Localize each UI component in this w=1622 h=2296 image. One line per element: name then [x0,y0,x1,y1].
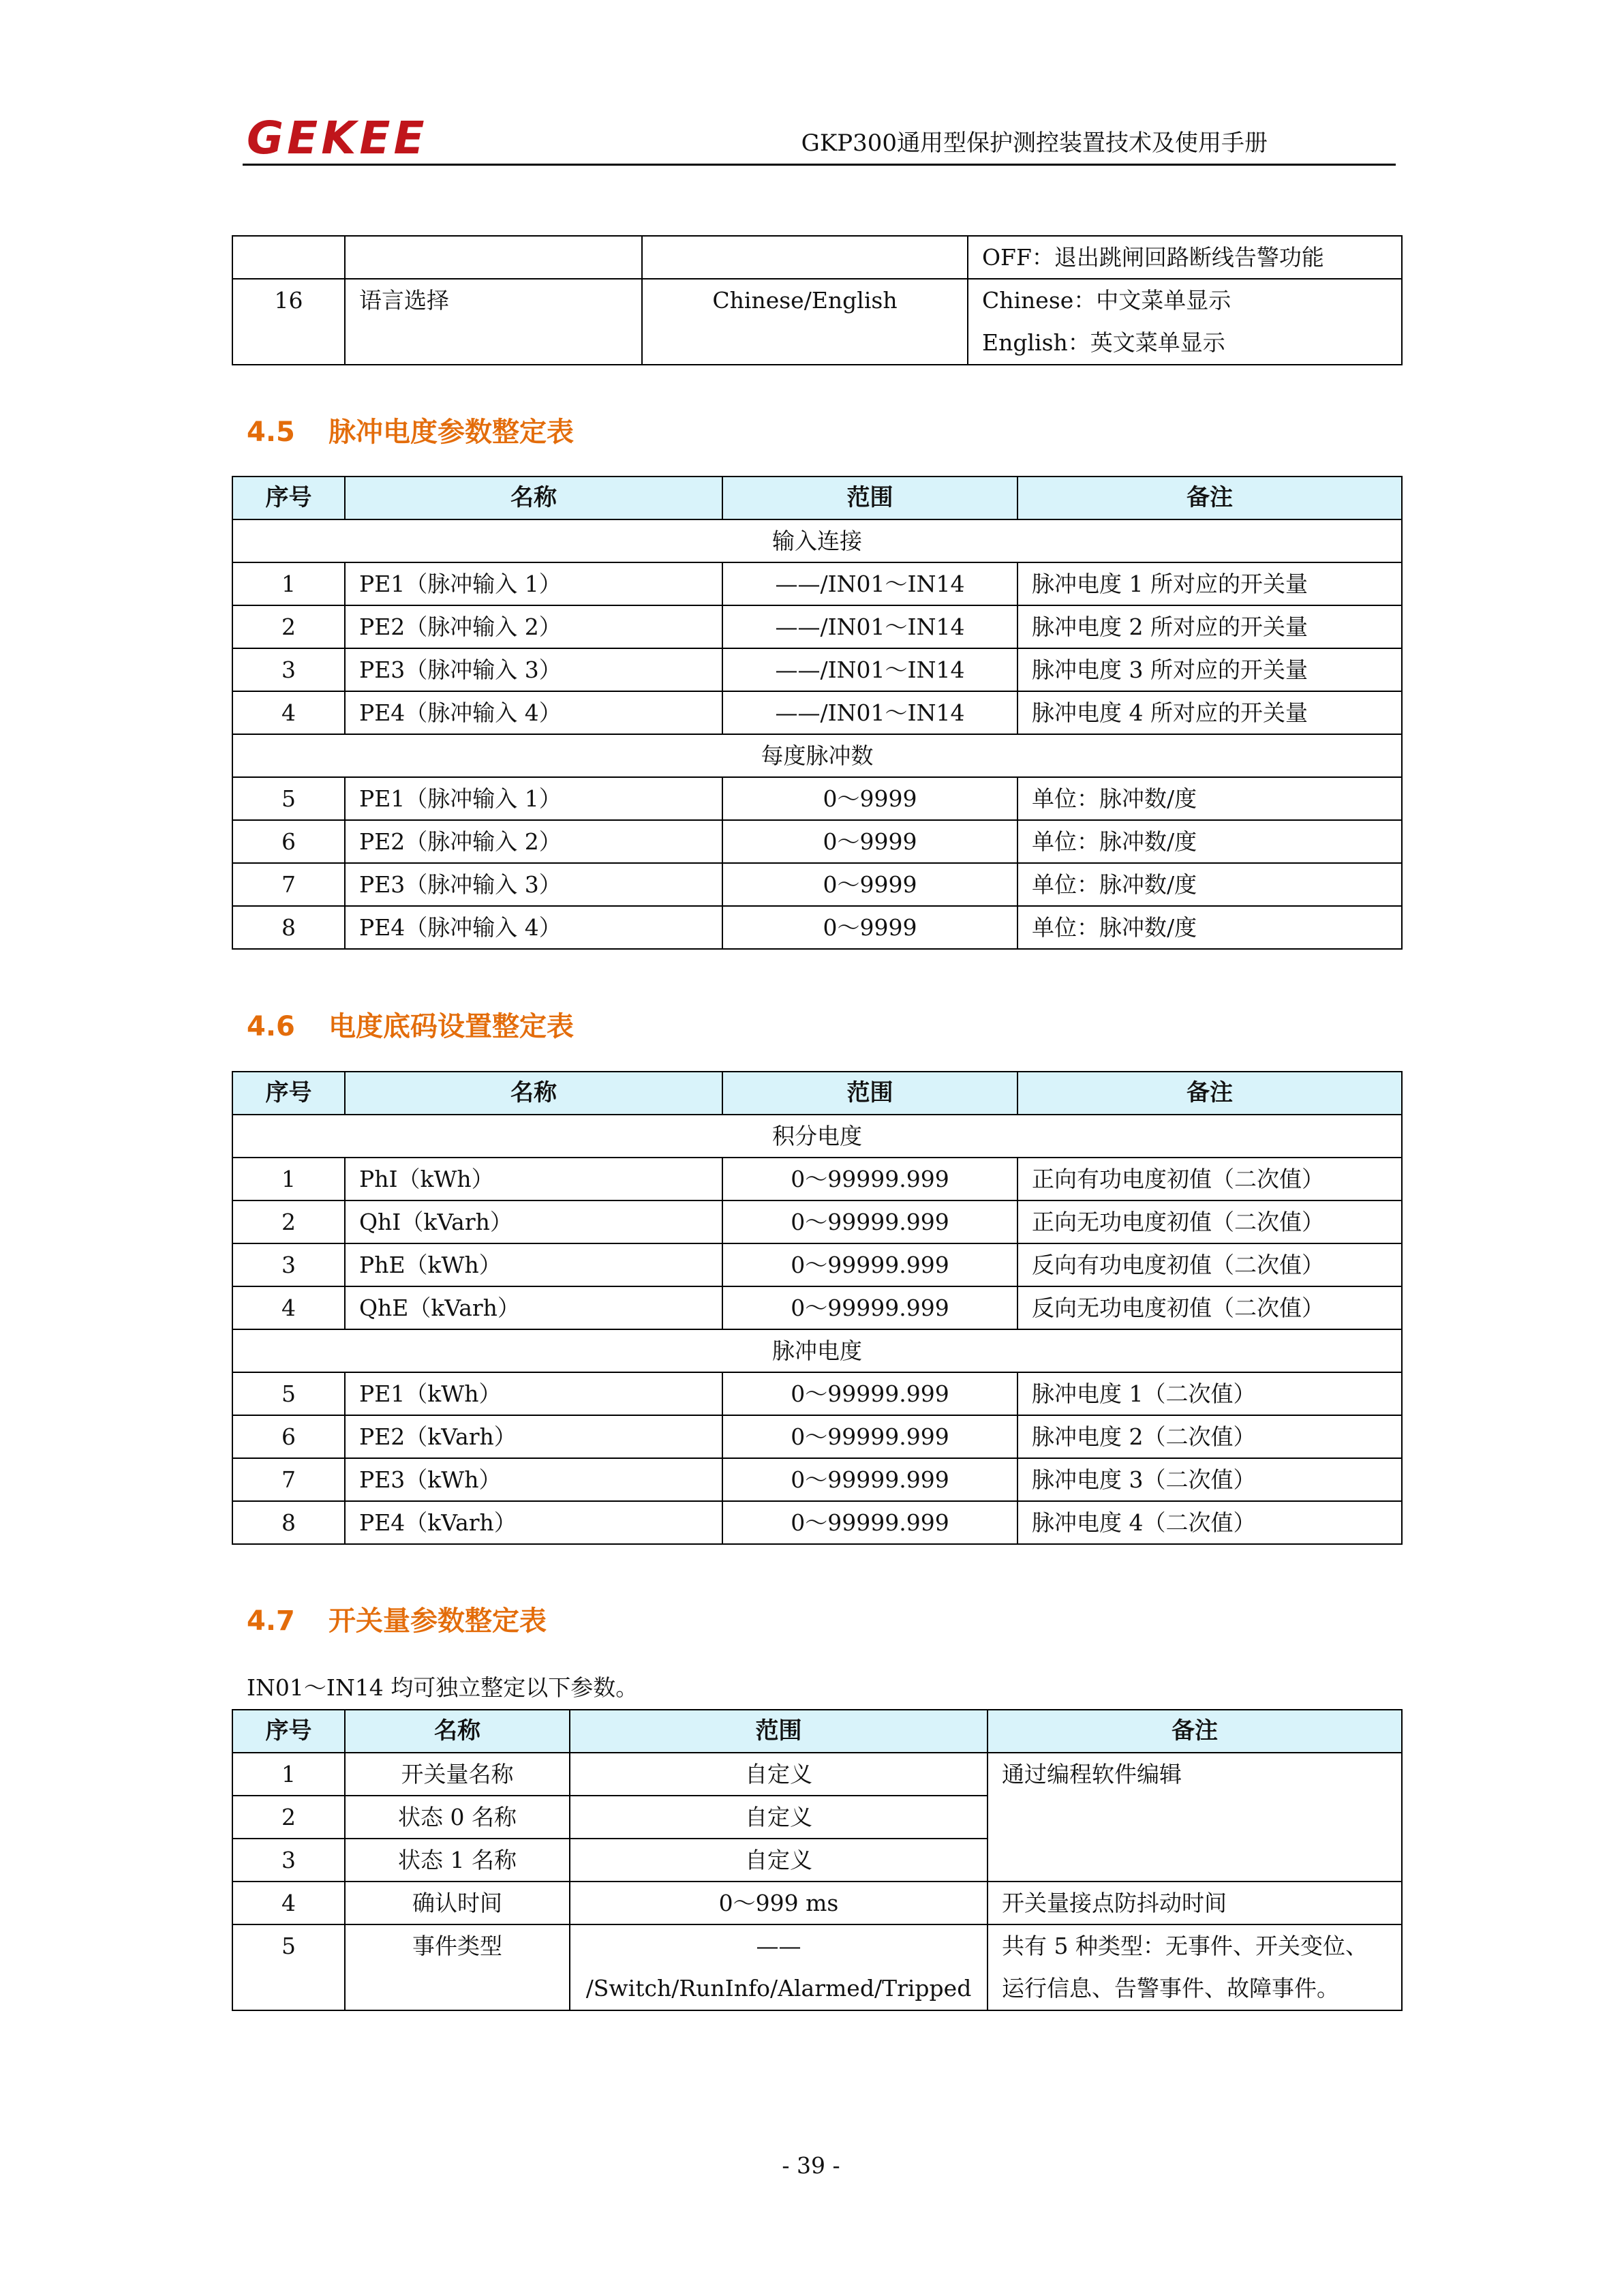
table-row [232,279,1402,365]
table-cell: 5 [232,1924,345,2010]
table-row [232,1200,1402,1243]
table-cell: 脉冲电度 2（二次值） [1017,1415,1402,1458]
table-cell: PE2（kVarh） [345,1415,722,1458]
table-row [232,691,1402,734]
table-cell: 开关量接点防抖动时间 [988,1882,1402,1924]
table-row [232,1882,1402,1924]
table-cell: PE4（脉冲输入 4） [345,906,722,949]
table-header-row [232,1072,1402,1115]
column-header: 序号 [232,1710,345,1753]
table-cell: 脉冲电度 1（二次值） [1017,1372,1402,1415]
table-cell: OFF：退出跳闸回路断线告警功能 [968,236,1402,279]
table-cell: 自定义 [570,1796,988,1839]
table-cell: 2 [232,1200,345,1243]
settings-table-continued [232,235,1403,365]
document-title: GKP300通用型保护测控装置技术及使用手册 [801,130,1268,157]
table-cell: 单位：脉冲数/度 [1017,906,1402,949]
section-title: 脉冲电度参数整定表 [328,417,574,448]
table-cell: 0～99999.999 [722,1501,1017,1544]
table-row [232,777,1402,820]
table-cell: QhI（kVarh） [345,1200,722,1243]
column-header: 范围 [722,477,1017,519]
energy-base-table [232,1071,1403,1545]
table-cell: 单位：脉冲数/度 [1017,820,1402,863]
table-cell: PhI（kWh） [345,1158,722,1200]
table-cell: 语言选择 [345,279,642,365]
table-row [232,236,1402,279]
note-line: Chinese：中文菜单显示 [982,287,1231,314]
table-cell: 开关量名称 [345,1753,570,1796]
header-divider [243,164,1396,166]
range-line: —— [756,1933,801,1959]
column-header: 名称 [345,477,722,519]
table-cell: 3 [232,1839,345,1882]
table-cell: PE1（kWh） [345,1372,722,1415]
table-cell: 脉冲电度 2 所对应的开关量 [1017,605,1402,648]
section-title: 电度底码设置整定表 [328,1011,574,1042]
table-cell: 正向有功电度初值（二次值） [1017,1158,1402,1200]
table-cell: 确认时间 [345,1882,570,1924]
table-cell: PhE（kWh） [345,1243,722,1286]
table-cell: 状态 0 名称 [345,1796,570,1839]
switch-input-table [232,1709,1403,2011]
table-cell: PE2（脉冲输入 2） [345,605,722,648]
table-row [232,1458,1402,1501]
section-intro-text: IN01～IN14 均可独立整定以下参数。 [247,1674,639,1701]
section-heading-4-6 [247,1009,574,1044]
table-cell: 脉冲电度 1 所对应的开关量 [1017,562,1402,605]
table-row [232,1286,1402,1329]
table-cell: 6 [232,820,345,863]
table-cell: 单位：脉冲数/度 [1017,863,1402,906]
table-cell [988,1924,1402,2010]
gekee-logo: GEKEE [247,112,428,164]
section-heading-4-7 [247,1603,547,1639]
table-cell: 0～9999 [722,906,1017,949]
group-label: 脉冲电度 [232,1329,1402,1372]
group-row [232,734,1402,777]
table-cell: PE3（脉冲输入 3） [345,863,722,906]
table-cell: 脉冲电度 3 所对应的开关量 [1017,648,1402,691]
table-cell: 0～9999 [722,820,1017,863]
table-cell: 2 [232,1796,345,1839]
table-cell: PE4（脉冲输入 4） [345,691,722,734]
table-cell: ——/IN01～IN14 [722,562,1017,605]
table-cell: PE4（kVarh） [345,1501,722,1544]
table-row [232,1501,1402,1544]
table-cell: QhE（kVarh） [345,1286,722,1329]
table-cell: 状态 1 名称 [345,1839,570,1882]
table-cell: 自定义 [570,1753,988,1796]
group-label: 每度脉冲数 [232,734,1402,777]
table-cell: 16 [232,279,345,365]
table-cell: 8 [232,906,345,949]
table-cell: 7 [232,863,345,906]
column-header: 序号 [232,477,345,519]
table-cell: PE2（脉冲输入 2） [345,820,722,863]
table-row [232,1415,1402,1458]
table-cell: 0～9999 [722,777,1017,820]
table-cell: 0～9999 [722,863,1017,906]
group-row [232,1329,1402,1372]
column-header: 名称 [345,1710,570,1753]
table-cell: 8 [232,1501,345,1544]
table-cell: 1 [232,562,345,605]
table-row [232,1924,1402,2010]
group-label: 积分电度 [232,1115,1402,1158]
table-row [232,648,1402,691]
table-header-row [232,1710,1402,1753]
table-cell: PE3（脉冲输入 3） [345,648,722,691]
note-line: English：英文菜单显示 [982,329,1225,356]
group-row [232,519,1402,562]
table-cell: 4 [232,1882,345,1924]
table-cell: 4 [232,691,345,734]
table-cell: 3 [232,1243,345,1286]
table-cell: 事件类型 [345,1924,570,2010]
table-row [232,906,1402,949]
table-cell: 2 [232,605,345,648]
table-cell: 1 [232,1158,345,1200]
merged-note-cell: 通过编程软件编辑 [988,1753,1402,1882]
table-cell: PE3（kWh） [345,1458,722,1501]
column-header: 备注 [988,1710,1402,1753]
column-header: 备注 [1017,477,1402,519]
table-row [232,1753,1402,1796]
table-cell: PE1（脉冲输入 1） [345,777,722,820]
table-cell: PE1（脉冲输入 1） [345,562,722,605]
table-cell: 5 [232,777,345,820]
table-cell: ——/IN01～IN14 [722,605,1017,648]
table-row [232,820,1402,863]
section-number: 4.7 [247,1605,295,1637]
column-header: 范围 [722,1072,1017,1115]
table-cell: 脉冲电度 4（二次值） [1017,1501,1402,1544]
table-cell: 4 [232,1286,345,1329]
table-row [232,562,1402,605]
table-cell: 1 [232,1753,345,1796]
table-cell: 脉冲电度 3（二次值） [1017,1458,1402,1501]
note-line: 共有 5 种类型：无事件、开关变位、 [1002,1933,1368,1959]
table-cell: 0～99999.999 [722,1286,1017,1329]
table-cell: 5 [232,1372,345,1415]
page-number: - 39 - [782,2152,840,2179]
section-number: 4.5 [247,417,295,448]
table-cell: 0～99999.999 [722,1372,1017,1415]
table-cell: 单位：脉冲数/度 [1017,777,1402,820]
table-header-row [232,477,1402,519]
table-cell: 6 [232,1415,345,1458]
section-heading-4-5 [247,414,574,450]
column-header: 序号 [232,1072,345,1115]
group-label: 输入连接 [232,519,1402,562]
table-cell: Chinese/English [642,279,968,365]
group-row [232,1115,1402,1158]
column-header: 范围 [570,1710,988,1753]
range-line: /Switch/RunInfo/Alarmed/Tripped [585,1975,972,2002]
table-cell: ——/IN01～IN14 [722,691,1017,734]
table-row [232,1243,1402,1286]
table-cell: 3 [232,648,345,691]
table-cell: 反向有功电度初值（二次值） [1017,1243,1402,1286]
table-cell: 正向无功电度初值（二次值） [1017,1200,1402,1243]
table-cell: 反向无功电度初值（二次值） [1017,1286,1402,1329]
note-line: 运行信息、告警事件、故障事件。 [1002,1975,1339,2002]
table-cell: 0～99999.999 [722,1415,1017,1458]
table-cell: 0～99999.999 [722,1158,1017,1200]
table-cell [968,279,1402,365]
table-row [232,1372,1402,1415]
table-cell: 0～99999.999 [722,1243,1017,1286]
table-cell: 0～999 ms [570,1882,988,1924]
column-header: 备注 [1017,1072,1402,1115]
table-cell: 7 [232,1458,345,1501]
table-row [232,1158,1402,1200]
column-header: 名称 [345,1072,722,1115]
table-cell: 脉冲电度 4 所对应的开关量 [1017,691,1402,734]
table-cell: ——/IN01～IN14 [722,648,1017,691]
table-cell: 0～99999.999 [722,1458,1017,1501]
table-cell [570,1924,988,2010]
table-cell: 自定义 [570,1839,988,1882]
table-row [232,605,1402,648]
table-row [232,863,1402,906]
section-number: 4.6 [247,1011,295,1042]
section-title: 开关量参数整定表 [328,1605,547,1637]
table-cell: 0～99999.999 [722,1200,1017,1243]
pulse-energy-table [232,476,1403,950]
